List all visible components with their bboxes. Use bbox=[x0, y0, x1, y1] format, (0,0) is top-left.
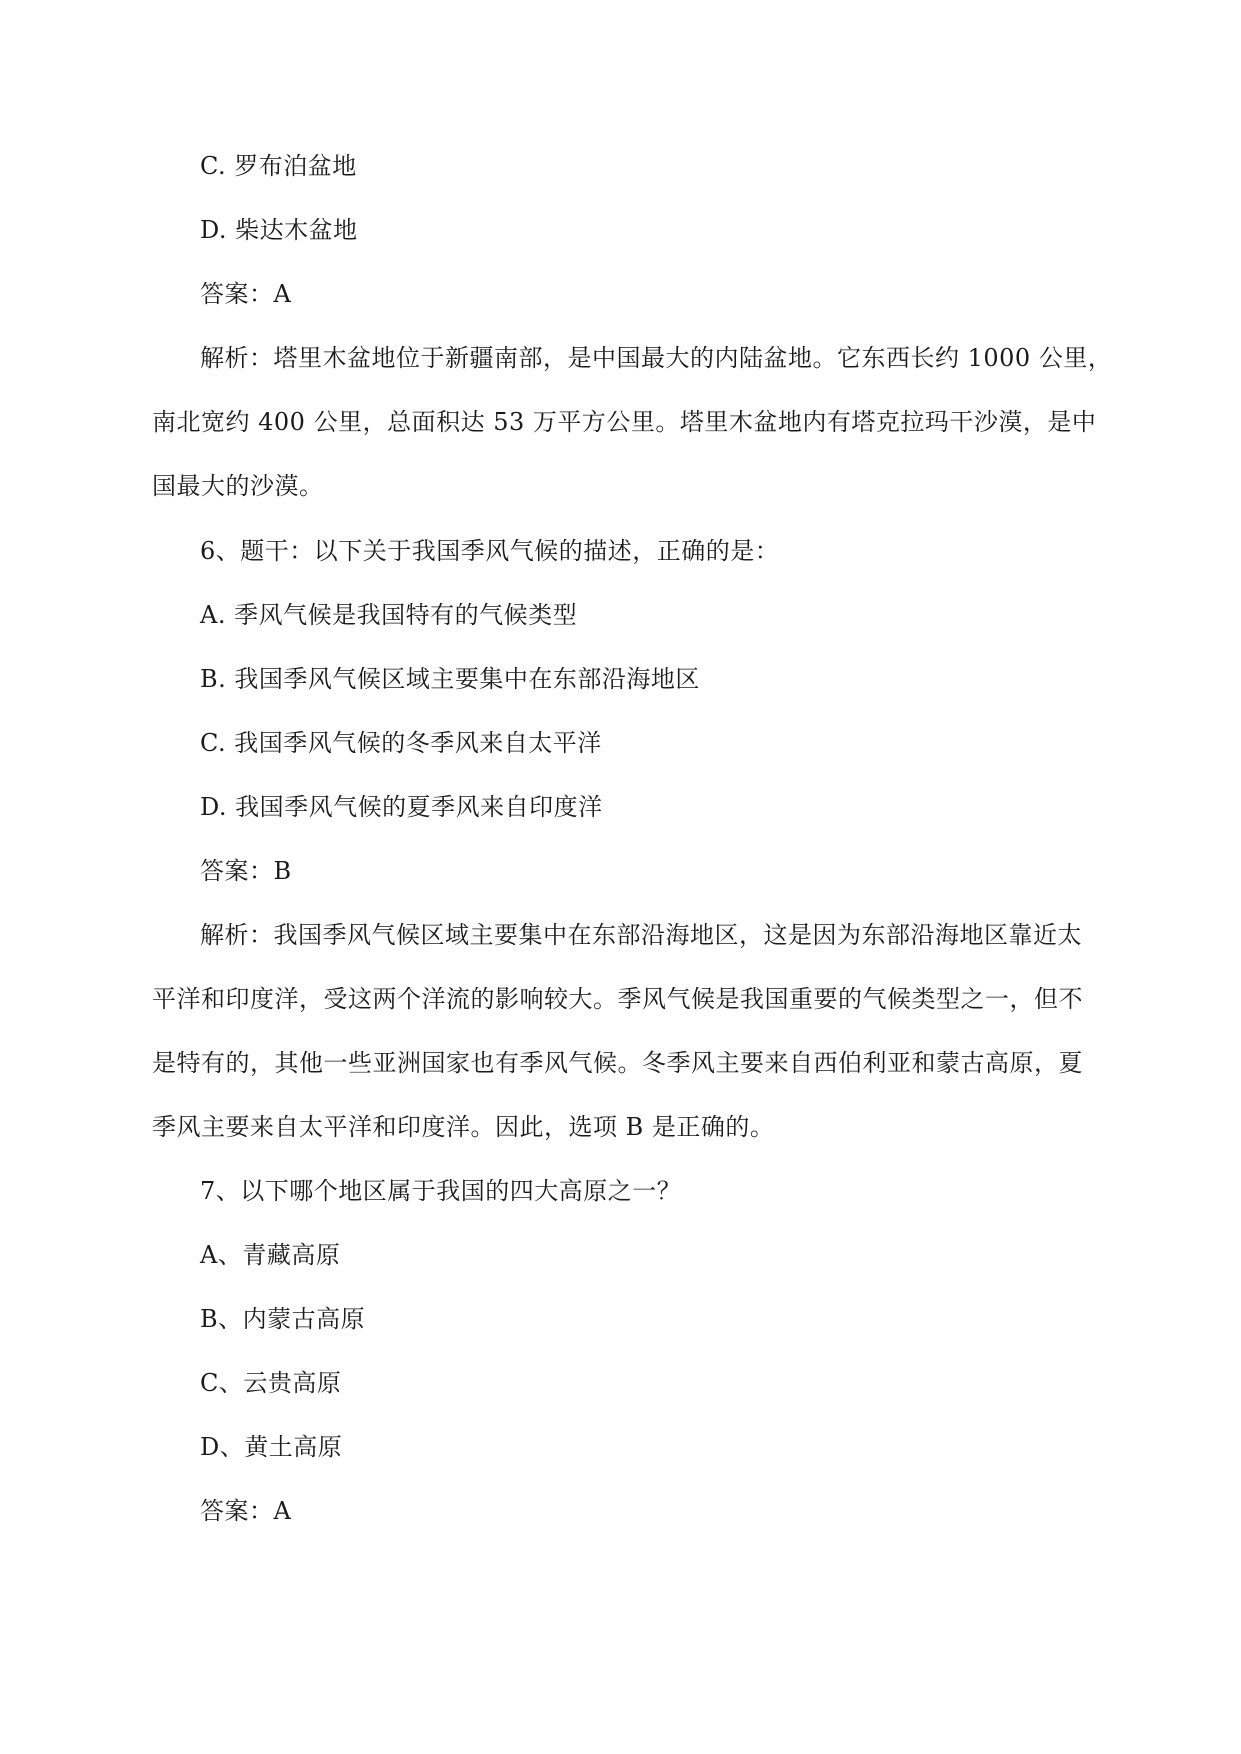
q7-option-b: B、内蒙古高原 bbox=[200, 1305, 366, 1333]
q6-option-a: A. 季风气候是我国特有的气候类型 bbox=[200, 601, 578, 629]
q7-option-c: C、云贵高原 bbox=[200, 1369, 342, 1397]
q7-stem: 7、以下哪个地区属于我国的四大高原之一？ bbox=[200, 1177, 682, 1205]
q6-answer: 答案：B bbox=[200, 857, 292, 885]
q6-option-b: B. 我国季风气候区域主要集中在东部沿海地区 bbox=[200, 665, 700, 693]
q6-analysis-line-2: 平洋和印度洋，受这两个洋流的影响较大。季风气候是我国重要的气候类型之一，但不 bbox=[152, 985, 1083, 1013]
q7-answer: 答案：A bbox=[200, 1497, 292, 1525]
q6-stem: 6、题干：以下关于我国季风气候的描述，正确的是： bbox=[200, 537, 780, 565]
q5-analysis-line-2: 南北宽约 400 公里，总面积达 53 万平方公里。塔里木盆地内有塔克拉玛干沙漠，是中 bbox=[152, 408, 1097, 436]
q5-option-c: C. 罗布泊盆地 bbox=[200, 152, 357, 180]
q6-analysis-line-4: 季风主要来自太平洋和印度洋。因此，选项 B 是正确的。 bbox=[152, 1113, 775, 1141]
q6-option-d: D. 我国季风气候的夏季风来自印度洋 bbox=[200, 793, 603, 821]
q5-analysis-line-3: 国最大的沙漠。 bbox=[152, 472, 324, 500]
q7-option-a: A、青藏高原 bbox=[200, 1241, 341, 1269]
q5-answer: 答案：A bbox=[200, 280, 292, 308]
q7-option-d: D、黄土高原 bbox=[200, 1433, 343, 1461]
q6-analysis-line-3: 是特有的，其他一些亚洲国家也有季风气候。冬季风主要来自西伯利亚和蒙古高原，夏 bbox=[152, 1049, 1083, 1077]
q6-option-c: C. 我国季风气候的冬季风来自太平洋 bbox=[200, 729, 602, 757]
q5-analysis-line-1: 解析：塔里木盆地位于新疆南部，是中国最大的内陆盆地。它东西长约 1000 公里， bbox=[200, 344, 1113, 372]
q5-option-d: D. 柴达木盆地 bbox=[200, 216, 358, 244]
q6-analysis-line-1: 解析：我国季风气候区域主要集中在东部沿海地区，这是因为东部沿海地区靠近太 bbox=[200, 921, 1082, 949]
